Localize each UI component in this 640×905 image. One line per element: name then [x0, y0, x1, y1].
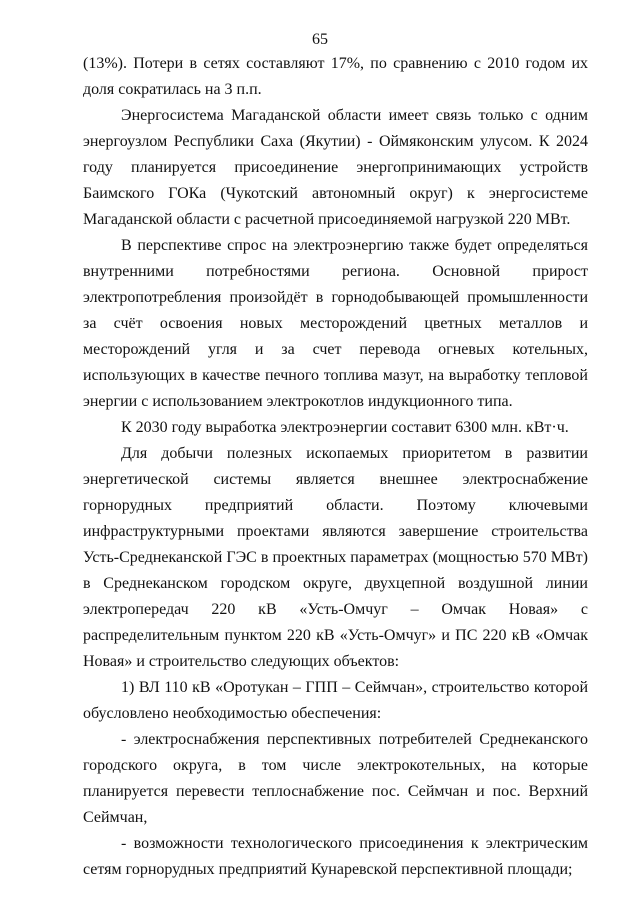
paragraph-1: (13%). Потери в сетях составляют 17%, по сравнению с 2010 годом их доля сократилась на 3 п.п.	[83, 55, 588, 98]
paragraph-5: Для добычи полезных ископаемых приоритетом в развитии энергетической системы является внешнее электроснабжение горнорудных предприятий области. Поэтому ключевыми инфраструктурными проектами являются завершение строительства Усть-Среднеканской ГЭС в проектных параметрах (мощностью 570 МВт) в Среднеканском городском округе, двухцепной воздушной линии электропередач 220 кВ «Усть-Омчуг – Омчак Новая» с распределительным пунктом 220 кВ «Усть-Омчуг» и ПС 220 кВ «Омчак Новая» и строительство следующих объектов:	[83, 445, 588, 670]
paragraph-3: В перспективе спрос на электроэнергию также будет определяться внутренними потребностями региона. Основной прирост электропотребления произойдёт в горнодобывающей промышленности за счёт освоения новых месторождений цветных металлов и месторождений угля и за счет перевода огневых котельных, использующих в качестве печного топлива мазут, на выработку тепловой энергии с использованием электрокотлов индукционного типа.	[83, 237, 588, 410]
document-body	[83, 51, 588, 883]
page-number: 65	[312, 31, 328, 48]
paragraph-2: Энергосистема Магаданской области имеет связь только с одним энергоузлом Республики Саха (Якутии) - Оймяконским улусом. К 2024 году планируется присоединение энергопринимающих устройств Баимского ГОКа (Чукотский автономный округ) к энергосистеме Магаданской области с расчетной присоединяемой нагрузкой 220 МВт.	[83, 107, 588, 228]
list-item-1: 1) ВЛ 110 кВ «Оротукан – ГПП – Сеймчан», строительство которой обусловлено необходимостью обеспечения:	[83, 679, 588, 722]
sub-item-2: - возможности технологического присоединения к электрическим сетям горнорудных предприятий Кунаревской перспективной площади;	[83, 835, 588, 878]
sub-item-1: - электроснабжения перспективных потребителей Среднеканского городского округа, в том числе электрокотельных, на которые планируется перевести теплоснабжение пос. Сеймчан и пос. Верхний Сеймчан,	[83, 731, 588, 826]
paragraph-4: К 2030 году выработка электроэнергии составит 6300 млн. кВт·ч.	[121, 419, 569, 436]
